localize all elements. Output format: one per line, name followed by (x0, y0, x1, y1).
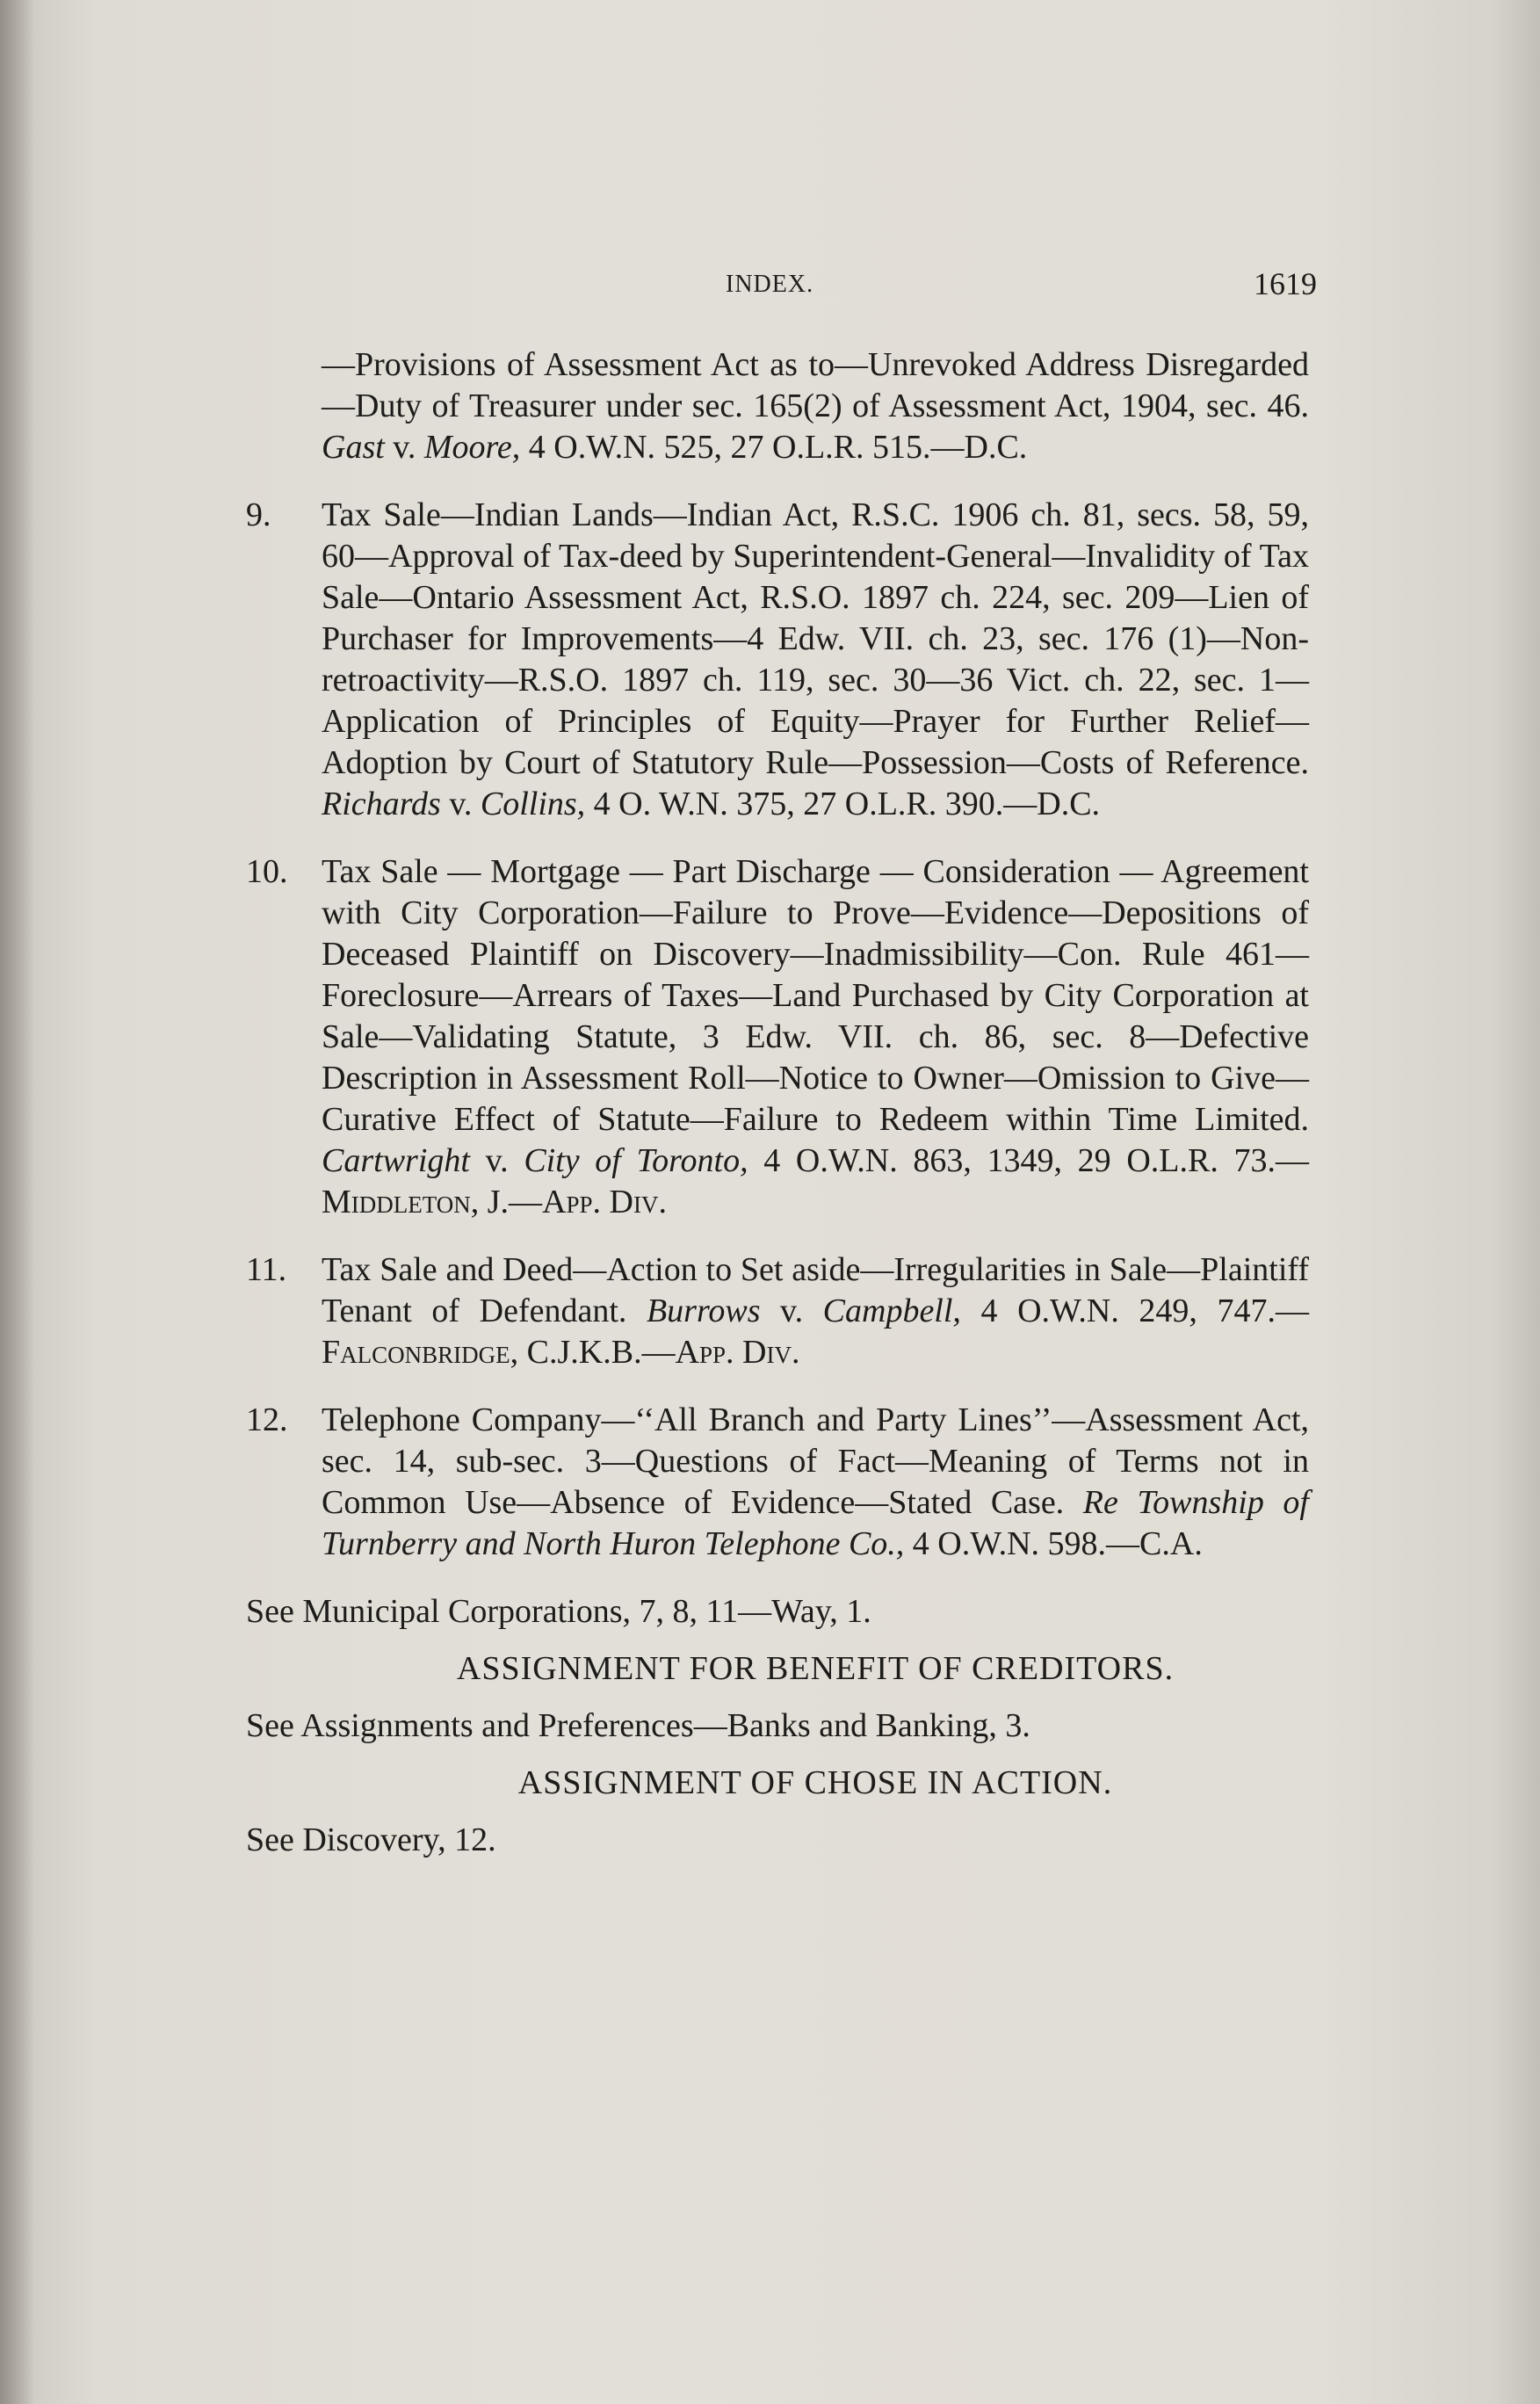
entry-text (322, 496, 1309, 822)
text-run: v. (384, 429, 424, 466)
judge-name: Middleton (322, 1184, 471, 1220)
index-entry-9 (246, 495, 1309, 825)
case-party: Collins, (480, 786, 586, 822)
case-party: Burrows (646, 1293, 761, 1329)
text-run: 4 O.W.N. 249, 747.— (960, 1293, 1309, 1329)
index-entry-11 (246, 1249, 1309, 1373)
entry-text (322, 346, 1309, 466)
see-also-discovery: See Discovery, 12. (246, 1821, 496, 1858)
text-run: —Provisions of Assessment Act as to—Unrevoked Address Disregarded—Duty of Treasurer under sec. 165(2) of Assessment Act, 1904, sec. 46. (322, 346, 1309, 424)
index-entry-10 (246, 851, 1309, 1223)
text-run: 4 O.W.N. 863, 1349, 29 O.L.R. 73.— (748, 1142, 1309, 1179)
case-party: Richards (322, 786, 441, 822)
text-run: v. (440, 786, 481, 822)
continued-entry (322, 344, 1309, 468)
entry-number: 9. (246, 496, 271, 533)
entry-number: 10. (246, 853, 288, 890)
section-heading-assignment-benefit: ASSIGNMENT FOR BENEFIT OF CREDITORS. (456, 1650, 1175, 1687)
running-header (0, 265, 1540, 309)
text-run: Tax Sale — Mortgage — Part Discharge — Consideration — Agreement with City Corporation—Failure to Prove—Evidence—Depositions of Deceased Plaintiff on Discovery—Inadmissibility—Con. Rule 461—Foreclosure—Arrears of Taxes—Land Purchased by City Corporation at Sale—Validating Statute, 3 Edw. VII. ch. 86, sec. 8—Defective Description in Assessment Roll—Notice to Owner—Omission to Give—Curative Effect of Statute—Failure to Redeem within Time Limited. (322, 853, 1309, 1138)
text-run: 4 O.W.N. 525, 27 O.L.R. 515.—D.C. (520, 429, 1028, 466)
text-run: 4 O. W.N. 375, 27 O.L.R. 390.—D.C. (585, 786, 1101, 822)
see-also-municipal: See Municipal Corporations, 7, 8, 11—Way, 1. (246, 1593, 871, 1630)
text-run: v. (469, 1142, 524, 1179)
case-party: Gast (322, 429, 385, 466)
case-party: City of Toronto, (524, 1142, 748, 1179)
court-name: App. Div. (542, 1184, 667, 1220)
judge-name: Falconbridge (322, 1334, 510, 1371)
case-party: Moore, (423, 429, 521, 466)
index-entry-12 (246, 1400, 1309, 1565)
case-name: Re Township of Turnberry and North Huron Telephone Co., (322, 1484, 1309, 1562)
text-run: Tax Sale—Indian Lands—Indian Act, R.S.C. 1906 ch. 81, secs. 58, 59, 60—Approval of Tax-deed by Superintendent-General—Invalidity of Tax Sale—Ontario Assessment Act, R.S.O. 1897 ch. 224, sec. 209—Lien of Purchaser for Improvements—4 Edw. VII. ch. 23, sec. 176 (1)—Non-retroactivity—R.S.O. 1897 ch. 119, sec. 30—36 Vict. ch. 22, sec. 1—Application of Principles of Equity—Prayer for Further Relief—Adoption by Court of Statutory Rule—Possession—Costs of Reference. (322, 496, 1309, 781)
text-run: , C.J.K.B.— (510, 1334, 676, 1371)
binding-gutter-shadow (0, 0, 35, 2404)
text-run: Telephone Company—‘‘All Branch and Party Lines’’—Assessment Act, sec. 14, sub-sec. 3—Questions of Fact—Meaning of Terms not in Common Use—Absence of Evidence—Stated Case. (322, 1401, 1309, 1521)
entry-number: 12. (246, 1401, 288, 1438)
section-heading-chose-in-action: ASSIGNMENT OF CHOSE IN ACTION. (517, 1764, 1113, 1801)
page-number: 1619 (1254, 266, 1317, 301)
see-also-assignments: See Assignments and Preferences—Banks and Banking, 3. (246, 1707, 1030, 1744)
text-run: v. (760, 1293, 823, 1329)
text-run: 4 O.W.N. 598.—C.A. (904, 1525, 1203, 1562)
index-body (246, 344, 1309, 1877)
case-party: Cartwright (322, 1142, 470, 1179)
entry-text (322, 1251, 1309, 1371)
entry-number: 11. (246, 1251, 287, 1288)
text-run: Tax Sale and Deed—Action to Set aside—Irregularities in Sale—Plaintiff Tenant of Defendant. (322, 1251, 1309, 1329)
court-name: App. Div. (675, 1334, 800, 1371)
entry-text (322, 853, 1309, 1220)
entry-text (322, 1401, 1309, 1562)
text-run: , J.— (470, 1184, 543, 1220)
header-title: INDEX. (726, 271, 814, 298)
case-party: Campbell, (822, 1293, 961, 1329)
